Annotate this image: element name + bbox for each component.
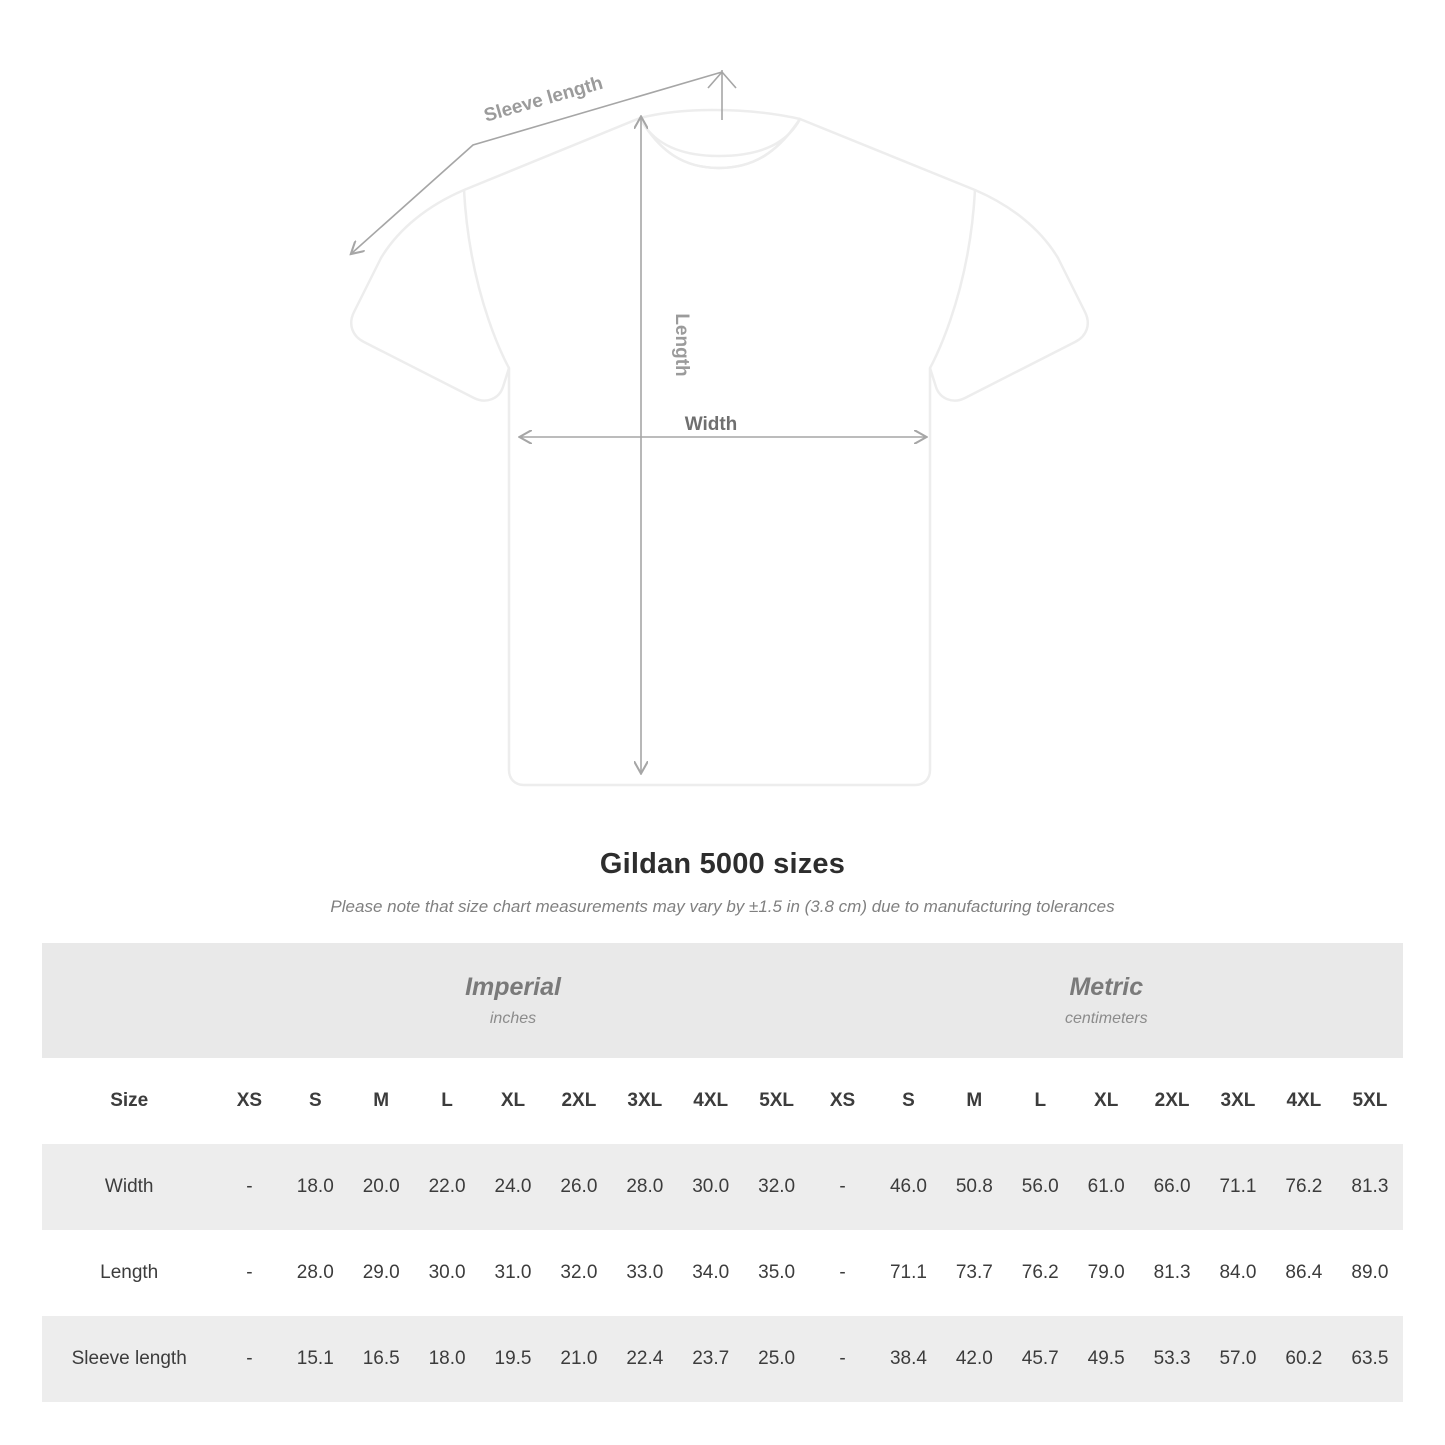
cell-length-imperial-s: 28.0 <box>282 1230 348 1316</box>
width-label: Width <box>684 414 738 435</box>
unit-header-metric <box>810 943 1403 1058</box>
cell-sleeve-imperial-5xl: 25.0 <box>744 1316 810 1402</box>
cell-width-metric-m: 50.8 <box>941 1144 1007 1230</box>
size-header-imperial-2xl: 2XL <box>546 1058 612 1144</box>
row-label-length: Length <box>42 1230 216 1316</box>
size-header-imperial-xs: XS <box>216 1058 282 1144</box>
cell-width-metric-4xl: 76.2 <box>1271 1144 1337 1230</box>
page-title: Gildan 5000 sizes <box>599 848 846 880</box>
cell-sleeve-metric-4xl: 60.2 <box>1271 1316 1337 1402</box>
size-header-imperial-5xl: 5XL <box>744 1058 810 1144</box>
cell-sleeve-imperial-4xl: 23.7 <box>678 1316 744 1402</box>
cell-sleeve-imperial-xl: 19.5 <box>480 1316 546 1402</box>
cell-length-metric-xs: - <box>810 1230 876 1316</box>
cell-width-imperial-5xl: 32.0 <box>744 1144 810 1230</box>
unit-header-imperial <box>216 943 809 1058</box>
cell-sleeve-metric-2xl: 53.3 <box>1139 1316 1205 1402</box>
size-header-row <box>42 1058 1403 1144</box>
unit-imperial-sub: inches <box>489 1010 537 1027</box>
cell-length-imperial-l: 30.0 <box>414 1230 480 1316</box>
cell-width-metric-l: 56.0 <box>1007 1144 1073 1230</box>
cell-width-metric-s: 46.0 <box>875 1144 941 1230</box>
cell-sleeve-imperial-l: 18.0 <box>414 1316 480 1402</box>
cell-width-metric-5xl: 81.3 <box>1337 1144 1403 1230</box>
cell-width-imperial-3xl: 28.0 <box>612 1144 678 1230</box>
cell-length-imperial-xl: 31.0 <box>480 1230 546 1316</box>
cell-length-metric-l: 76.2 <box>1007 1230 1073 1316</box>
size-table-wrapper <box>42 943 1403 1402</box>
cell-sleeve-metric-l: 45.7 <box>1007 1316 1073 1402</box>
unit-metric-sub: centimeters <box>1064 1010 1148 1027</box>
table-row <box>42 1144 1403 1230</box>
row-label-sleeve-length: Sleeve length <box>42 1316 216 1402</box>
cell-sleeve-metric-5xl: 63.5 <box>1337 1316 1403 1402</box>
cell-length-imperial-m: 29.0 <box>348 1230 414 1316</box>
tolerance-note: Please note that size chart measurements may vary by ±1.5 in (3.8 cm) due to manufacturing tolerances <box>330 897 1115 916</box>
cell-length-metric-5xl: 89.0 <box>1337 1230 1403 1316</box>
size-header-metric-5xl: 5XL <box>1337 1058 1403 1144</box>
size-header-metric-l: L <box>1007 1058 1073 1144</box>
cell-sleeve-metric-xl: 49.5 <box>1073 1316 1139 1402</box>
cell-sleeve-imperial-3xl: 22.4 <box>612 1316 678 1402</box>
column-header-size: Size <box>42 1058 216 1144</box>
size-header-imperial-xl: XL <box>480 1058 546 1144</box>
size-header-metric-2xl: 2XL <box>1139 1058 1205 1144</box>
length-label: Length <box>671 313 692 377</box>
cell-width-imperial-4xl: 30.0 <box>678 1144 744 1230</box>
cell-sleeve-imperial-2xl: 21.0 <box>546 1316 612 1402</box>
cell-sleeve-metric-m: 42.0 <box>941 1316 1007 1402</box>
unit-metric-name: Metric <box>1069 973 1144 1001</box>
cell-length-metric-xl: 79.0 <box>1073 1230 1139 1316</box>
cell-sleeve-metric-3xl: 57.0 <box>1205 1316 1271 1402</box>
cell-sleeve-metric-xs: - <box>810 1316 876 1402</box>
size-header-metric-xl: XL <box>1073 1058 1139 1144</box>
cell-length-imperial-xs: - <box>216 1230 282 1316</box>
size-header-metric-s: S <box>875 1058 941 1144</box>
cell-length-imperial-3xl: 33.0 <box>612 1230 678 1316</box>
cell-width-imperial-s: 18.0 <box>282 1144 348 1230</box>
cell-sleeve-imperial-m: 16.5 <box>348 1316 414 1402</box>
unit-header-spacer <box>42 943 216 1058</box>
cell-sleeve-imperial-s: 15.1 <box>282 1316 348 1402</box>
size-header-imperial-3xl: 3XL <box>612 1058 678 1144</box>
size-header-imperial-l: L <box>414 1058 480 1144</box>
cell-length-imperial-2xl: 32.0 <box>546 1230 612 1316</box>
cell-width-metric-2xl: 66.0 <box>1139 1144 1205 1230</box>
cell-width-metric-xl: 61.0 <box>1073 1144 1139 1230</box>
size-header-metric-m: M <box>941 1058 1007 1144</box>
cell-length-metric-2xl: 81.3 <box>1139 1230 1205 1316</box>
unit-imperial-name: Imperial <box>465 973 561 1001</box>
cell-width-imperial-2xl: 26.0 <box>546 1144 612 1230</box>
cell-length-imperial-5xl: 35.0 <box>744 1230 810 1316</box>
cell-length-metric-3xl: 84.0 <box>1205 1230 1271 1316</box>
cell-length-metric-m: 73.7 <box>941 1230 1007 1316</box>
table-row <box>42 1316 1403 1402</box>
size-header-imperial-4xl: 4XL <box>678 1058 744 1144</box>
size-table <box>42 943 1403 1402</box>
title-block <box>0 848 1445 917</box>
size-header-imperial-s: S <box>282 1058 348 1144</box>
cell-length-metric-s: 71.1 <box>875 1230 941 1316</box>
cell-width-imperial-xs: - <box>216 1144 282 1230</box>
cell-length-metric-4xl: 86.4 <box>1271 1230 1337 1316</box>
cell-width-imperial-l: 22.0 <box>414 1144 480 1230</box>
cell-sleeve-metric-s: 38.4 <box>875 1316 941 1402</box>
table-row <box>42 1230 1403 1316</box>
cell-length-imperial-4xl: 34.0 <box>678 1230 744 1316</box>
size-header-metric-xs: XS <box>810 1058 876 1144</box>
unit-header-row <box>42 943 1403 1058</box>
size-header-metric-3xl: 3XL <box>1205 1058 1271 1144</box>
sleeve-length-label: Sleeve length <box>481 72 606 127</box>
cell-width-metric-3xl: 71.1 <box>1205 1144 1271 1230</box>
cell-width-imperial-xl: 24.0 <box>480 1144 546 1230</box>
cell-width-metric-xs: - <box>810 1144 876 1230</box>
cell-sleeve-imperial-xs: - <box>216 1316 282 1402</box>
size-header-imperial-m: M <box>348 1058 414 1144</box>
cell-width-imperial-m: 20.0 <box>348 1144 414 1230</box>
tshirt-shape <box>351 110 1088 785</box>
size-header-metric-4xl: 4XL <box>1271 1058 1337 1144</box>
row-label-width: Width <box>42 1144 216 1230</box>
